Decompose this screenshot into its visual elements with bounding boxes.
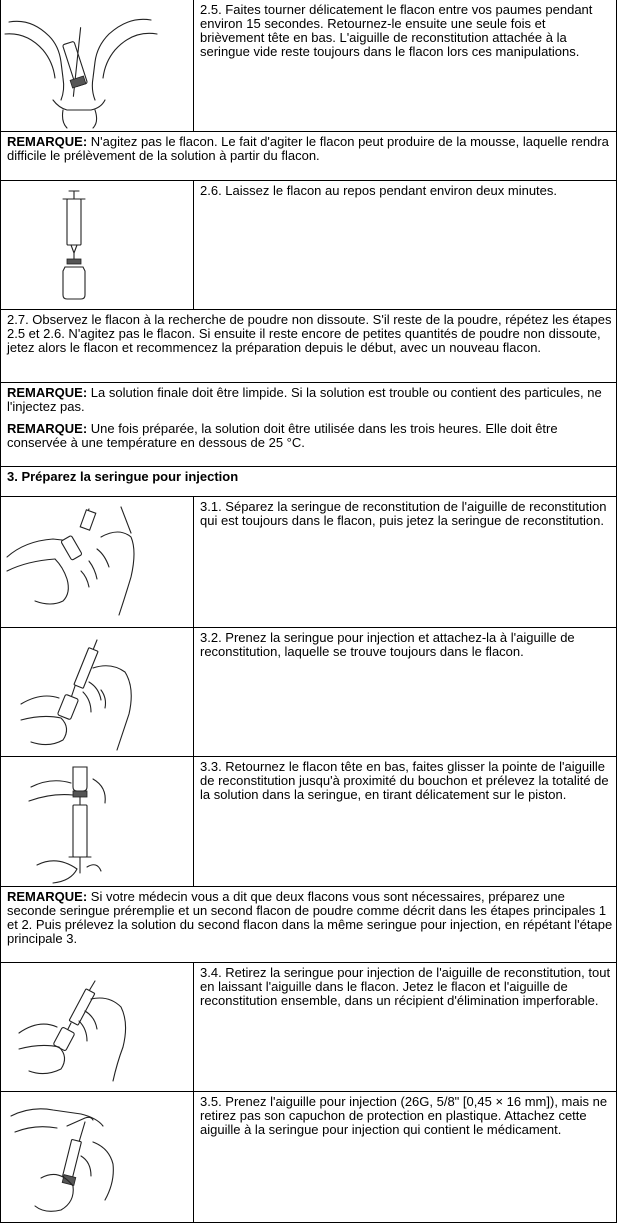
hands-rolling-vial-illustration bbox=[1, 0, 194, 131]
step-2-5-text: 2.5. Faites tourner délicatement le flacon entre vos paumes pendant environ 15 secondes. Retournez-le ensuite une seule fois et brièvement tête en bas. L'aiguille de reconstitution attachée à la seringue vide reste toujours dans le flacon lors ces manipulations. bbox=[194, 0, 617, 132]
note-2-label: REMARQUE: bbox=[7, 385, 88, 400]
note-4 bbox=[1, 887, 617, 963]
note-4-text: Si votre médecin vous a dit que deux flacons vous sont nécessaires, préparez une seconde seringue préremplie et un second flacon de poudre comme décrit dans les étapes principales 1 et 2. Puis prélevez la solution du second flacon dans la même seringue pour injection, en répétant l'étape principale 3. bbox=[7, 889, 613, 946]
step-3-3-text: 3.3. Retournez le flacon tête en bas, faites glisser la pointe de l'aiguille de reconstitution jusqu'à proximité du bouchon et prélevez la totalité de la solution dans la seringue, en tirant délicatement sur le piston. bbox=[194, 757, 617, 887]
step-3-4-text: 3.4. Retirez la seringue pour injection de l'aiguille de reconstitution, tout en laissant l'aiguille dans le flacon. Jetez le flacon et l'aiguille de reconstitution ensemble, dans un récipient d'élimination imperforable. bbox=[194, 963, 617, 1092]
notes-2-3 bbox=[1, 383, 617, 467]
step-3-5-illustration-cell bbox=[1, 1092, 194, 1223]
draw-solution-illustration bbox=[1, 757, 194, 886]
note-3 bbox=[7, 422, 613, 450]
note-3-text: Une fois préparée, la solution doit être utilisée dans les trois heures. Elle doit être conservée à une température en dessous de 25 °C. bbox=[7, 421, 558, 450]
step-2-5-illustration-cell bbox=[1, 0, 194, 132]
vial-at-rest-illustration bbox=[1, 181, 194, 309]
note-row-2-3 bbox=[1, 383, 617, 467]
note-1-label: REMARQUE: bbox=[7, 134, 88, 149]
step-3-2-illustration-cell bbox=[1, 628, 194, 757]
step-row-3-2 bbox=[1, 628, 617, 757]
remove-syringe-illustration bbox=[1, 963, 194, 1091]
step-row-3-1 bbox=[1, 497, 617, 628]
step-3-3-illustration-cell bbox=[1, 757, 194, 887]
step-row-3-5 bbox=[1, 1092, 617, 1223]
note-1-text: N'agitez pas le flacon. Le fait d'agiter le flacon peut produire de la mousse, laquelle rendra difficile le prélèvement de la solution à partir du flacon. bbox=[7, 134, 609, 163]
step-3-5-text: 3.5. Prenez l'aiguille pour injection (26G, 5/8" [0,45 × 16 mm]), mais ne retirez pas son capuchon de protection en plastique. Attachez cette aiguille à la seringue pour injection qui contient le médicament. bbox=[194, 1092, 617, 1223]
note-3-label: REMARQUE: bbox=[7, 421, 88, 436]
step-3-1-text: 3.1. Séparez la seringue de reconstitution de l'aiguille de reconstitution qui est toujours dans le flacon, puis jetez la seringue de reconstitution. bbox=[194, 497, 617, 628]
note-row-4 bbox=[1, 887, 617, 963]
step-3-1-illustration-cell bbox=[1, 497, 194, 628]
note-2-text: La solution finale doit être limpide. Si la solution est trouble ou contient des particules, ne l'injectez pas. bbox=[7, 385, 602, 414]
note-4-label: REMARQUE: bbox=[7, 889, 88, 904]
step-row-3-4 bbox=[1, 963, 617, 1092]
step-2-6-illustration-cell bbox=[1, 181, 194, 310]
attach-injection-needle-illustration bbox=[1, 1092, 194, 1222]
step-row-2-7 bbox=[1, 310, 617, 383]
step-row-2-5 bbox=[1, 0, 617, 132]
attach-injection-syringe-illustration bbox=[1, 628, 194, 756]
detach-syringe-illustration bbox=[1, 497, 194, 627]
note-1 bbox=[1, 132, 617, 181]
step-3-4-illustration-cell bbox=[1, 963, 194, 1092]
step-row-3-3 bbox=[1, 757, 617, 887]
section-3-heading-row bbox=[1, 467, 617, 497]
note-2 bbox=[7, 386, 613, 414]
step-3-2-text: 3.2. Prenez la seringue pour injection et attachez-la à l'aiguille de reconstitution, laquelle se trouve toujours dans le flacon. bbox=[194, 628, 617, 757]
step-2-7-text: 2.7. Observez le flacon à la recherche de poudre non dissoute. S'il reste de la poudre, répétez les étapes 2.5 et 2.6. N'agitez pas le flacon. Si ensuite il reste encore de petites quantités de poudre non dissoute, jetez alors le flacon et recommencez la préparation depuis le début, avec un nouveau flacon. bbox=[1, 310, 617, 383]
note-row-1 bbox=[1, 132, 617, 181]
step-2-6-text: 2.6. Laissez le flacon au repos pendant environ deux minutes. bbox=[194, 181, 617, 310]
step-row-2-6 bbox=[1, 181, 617, 310]
section-3-heading: 3. Préparez la seringue pour injection bbox=[1, 467, 617, 497]
